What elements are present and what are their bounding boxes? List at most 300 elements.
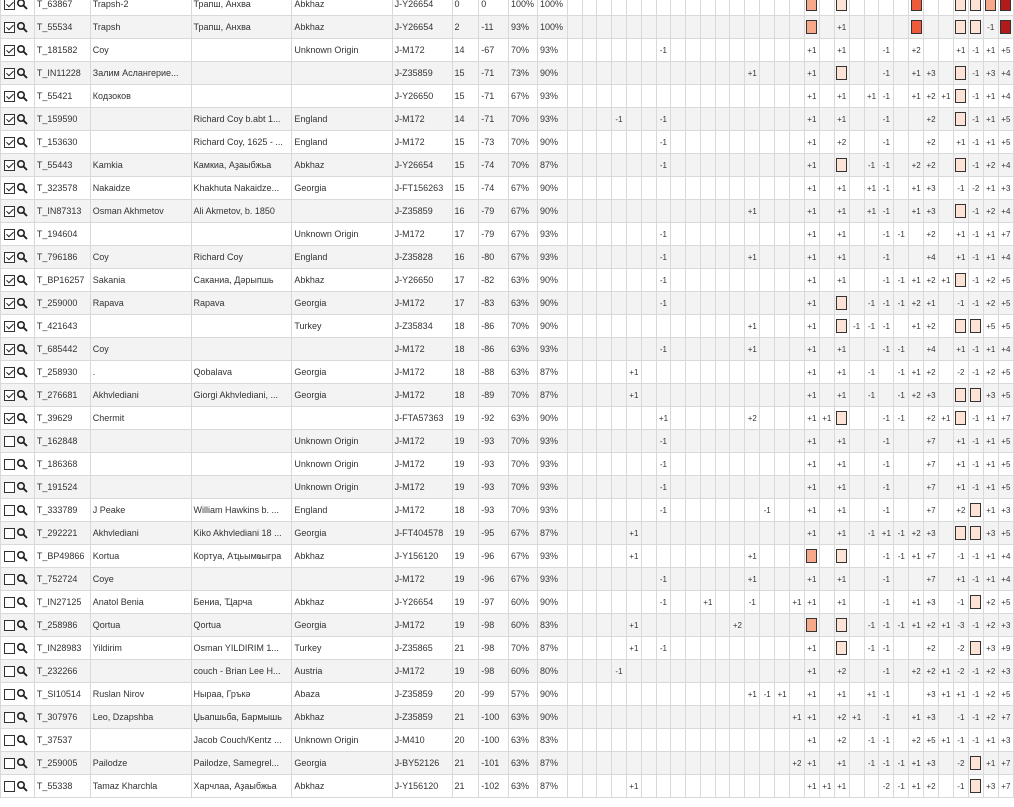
marker-cell	[597, 476, 612, 499]
marker-diff: +1	[807, 321, 817, 331]
ancestor: couch - Brian Lee H...	[191, 660, 292, 683]
marker-cell	[686, 591, 701, 614]
magnifier-icon[interactable]	[16, 205, 28, 217]
marker-cell	[656, 338, 671, 361]
marker-cell	[730, 131, 745, 154]
row-checkbox[interactable]	[4, 505, 15, 516]
marker-cell	[819, 430, 834, 453]
marker-cell	[700, 177, 715, 200]
magnifier-icon[interactable]	[16, 619, 28, 631]
marker-cell	[597, 637, 612, 660]
marker-cell	[924, 660, 939, 683]
magnifier-icon[interactable]	[16, 67, 28, 79]
marker-cell	[745, 591, 760, 614]
marker-cell	[789, 269, 804, 292]
magnifier-icon[interactable]	[16, 366, 28, 378]
marker-cell	[715, 108, 730, 131]
ancestor: Ныраа, Гръкә	[191, 683, 292, 706]
magnifier-icon[interactable]	[16, 527, 28, 539]
marker-cell	[582, 315, 597, 338]
marker-cell	[612, 614, 627, 637]
marker-swatch	[836, 66, 847, 80]
marker-diff: +2	[911, 160, 921, 170]
score: -96	[479, 568, 509, 591]
score: -71	[479, 85, 509, 108]
marker-cell	[894, 476, 909, 499]
marker-diff: +1	[807, 459, 817, 469]
table-row	[1, 407, 1014, 430]
row-checkbox[interactable]	[4, 298, 15, 309]
genetic-distance: 18	[452, 315, 479, 338]
match-percent-a: 67%	[509, 223, 538, 246]
kit-id: T_259005	[34, 752, 90, 775]
magnifier-icon[interactable]	[16, 550, 28, 562]
marker-cell	[775, 177, 790, 200]
marker-cell	[686, 775, 701, 798]
marker-diff: +1	[837, 45, 847, 55]
marker-diff: +1	[911, 68, 921, 78]
magnifier-icon[interactable]	[16, 136, 28, 148]
row-checkbox[interactable]	[4, 45, 15, 56]
marker-diff: +2	[911, 390, 921, 400]
marker-cell	[760, 108, 775, 131]
marker-cell	[582, 545, 597, 568]
marker-diff: +2	[926, 91, 936, 101]
marker-diff: +2	[747, 413, 757, 423]
marker-cell	[730, 177, 745, 200]
marker-cell	[939, 154, 954, 177]
row-checkbox[interactable]	[4, 252, 15, 263]
magnifier-icon[interactable]	[16, 90, 28, 102]
marker-cell	[715, 246, 730, 269]
marker-cell	[924, 108, 939, 131]
marker-cell	[745, 453, 760, 476]
magnifier-icon[interactable]	[16, 458, 28, 470]
marker-cell	[909, 62, 924, 85]
row-checkbox[interactable]	[4, 0, 15, 10]
marker-cell	[953, 499, 968, 522]
marker-diff: +4	[1001, 574, 1011, 584]
marker-cell	[983, 683, 998, 706]
row-checkbox[interactable]	[4, 735, 15, 746]
marker-diff: +1	[629, 551, 639, 561]
magnifier-icon[interactable]	[16, 665, 28, 677]
marker-cell	[834, 430, 849, 453]
marker-cell	[894, 85, 909, 108]
marker-cell	[819, 568, 834, 591]
marker-cell	[968, 361, 983, 384]
genetic-distance: 20	[452, 729, 479, 752]
marker-diff: +3	[986, 390, 996, 400]
marker-cell	[730, 453, 745, 476]
marker-cell	[582, 39, 597, 62]
magnifier-icon[interactable]	[16, 757, 28, 769]
marker-cell	[760, 62, 775, 85]
marker-cell	[804, 177, 819, 200]
ancestor: Richard Coy, 1625 - ...	[191, 131, 292, 154]
marker-cell	[582, 177, 597, 200]
magnifier-icon[interactable]	[16, 274, 28, 286]
marker-cell	[641, 177, 656, 200]
magnifier-icon[interactable]	[16, 596, 28, 608]
magnifier-icon[interactable]	[16, 734, 28, 746]
match-percent-a: 70%	[509, 637, 538, 660]
marker-cell	[953, 683, 968, 706]
marker-cell	[849, 292, 864, 315]
marker-cell	[760, 752, 775, 775]
marker-diff: -3	[957, 620, 965, 630]
marker-cell	[864, 660, 879, 683]
row-checkbox[interactable]	[4, 229, 15, 240]
score: -98	[479, 637, 509, 660]
marker-cell	[849, 154, 864, 177]
marker-cell	[745, 108, 760, 131]
marker-cell	[983, 108, 998, 131]
row-checkbox[interactable]	[4, 528, 15, 539]
genetic-distance: 19	[452, 407, 479, 430]
magnifier-icon[interactable]	[16, 113, 28, 125]
ancestor	[191, 39, 292, 62]
marker-swatch	[970, 503, 981, 517]
marker-cell	[641, 361, 656, 384]
score: -88	[479, 361, 509, 384]
row-checkbox[interactable]	[4, 597, 15, 608]
ancestor: Камкиа, Аҙаыбжьа	[191, 154, 292, 177]
marker-cell	[983, 85, 998, 108]
kit-id: T_55338	[34, 775, 90, 798]
marker-cell	[924, 568, 939, 591]
surname	[90, 729, 191, 752]
marker-cell	[612, 591, 627, 614]
marker-cell	[626, 177, 641, 200]
origin: Abkhaz	[292, 591, 392, 614]
marker-diff: +2	[911, 45, 921, 55]
genetic-distance: 18	[452, 499, 479, 522]
marker-cell	[671, 614, 686, 637]
marker-cell	[715, 499, 730, 522]
marker-diff: -1	[972, 252, 980, 262]
marker-cell	[775, 200, 790, 223]
marker-diff: +1	[911, 367, 921, 377]
marker-diff: -1	[867, 620, 876, 630]
marker-cell	[656, 752, 671, 775]
row-checkbox[interactable]	[4, 482, 15, 493]
kit-id: T_421643	[34, 315, 90, 338]
row-checkbox[interactable]	[4, 390, 15, 401]
genetic-distance: 21	[452, 637, 479, 660]
row-checkbox[interactable]	[4, 436, 15, 447]
marker-cell	[939, 568, 954, 591]
marker-cell	[849, 315, 864, 338]
row-checkbox[interactable]	[4, 666, 15, 677]
ancestor: Osman YILDIRIM 1...	[191, 637, 292, 660]
score: -67	[479, 39, 509, 62]
kit-id: T_796186	[34, 246, 90, 269]
match-percent-a: 63%	[509, 775, 538, 798]
match-percent-a: 63%	[509, 752, 538, 775]
score: -98	[479, 660, 509, 683]
row-checkbox[interactable]	[4, 712, 15, 723]
marker-cell	[567, 200, 582, 223]
row-checkbox[interactable]	[4, 620, 15, 631]
marker-cell	[567, 683, 582, 706]
marker-cell	[834, 568, 849, 591]
row-checkbox[interactable]	[4, 206, 15, 217]
marker-cell	[953, 729, 968, 752]
marker-diff: +1	[941, 666, 951, 676]
marker-cell	[671, 637, 686, 660]
marker-diff: +5	[1001, 137, 1011, 147]
marker-diff: -1	[659, 643, 668, 653]
marker-cell	[671, 660, 686, 683]
marker-cell	[745, 16, 760, 39]
marker-cell	[909, 660, 924, 683]
marker-diff: +9	[1001, 643, 1011, 653]
marker-cell	[983, 407, 998, 430]
marker-cell	[819, 407, 834, 430]
marker-cell	[641, 476, 656, 499]
row-checkbox[interactable]	[4, 781, 15, 792]
marker-diff: +2	[926, 137, 936, 147]
row-checkbox[interactable]	[4, 22, 15, 33]
marker-cell	[730, 706, 745, 729]
row-checkbox[interactable]	[4, 574, 15, 585]
row-checkbox[interactable]	[4, 68, 15, 79]
magnifier-icon[interactable]	[16, 21, 28, 33]
marker-cell	[671, 361, 686, 384]
marker-cell	[864, 775, 879, 798]
row-checkbox[interactable]	[4, 643, 15, 654]
marker-cell	[567, 476, 582, 499]
marker-cell	[582, 591, 597, 614]
magnifier-icon[interactable]	[16, 182, 28, 194]
genetic-distance: 15	[452, 85, 479, 108]
row-checkbox[interactable]	[4, 758, 15, 769]
marker-diff: +4	[926, 344, 936, 354]
marker-cell	[700, 223, 715, 246]
marker-diff: +7	[926, 482, 936, 492]
marker-cell	[879, 568, 894, 591]
row-checkbox[interactable]	[4, 137, 15, 148]
magnifier-icon[interactable]	[16, 251, 28, 263]
origin: Abkhaz	[292, 775, 392, 798]
marker-cell	[626, 752, 641, 775]
marker-diff: +2	[986, 275, 996, 285]
haplogroup: J-FTA57363	[392, 407, 452, 430]
row-checkbox[interactable]	[4, 459, 15, 470]
magnifier-icon[interactable]	[16, 44, 28, 56]
magnifier-icon[interactable]	[16, 711, 28, 723]
marker-cell	[998, 177, 1013, 200]
haplogroup: J-M172	[392, 499, 452, 522]
genetic-distance: 19	[452, 476, 479, 499]
marker-diff: -1	[659, 298, 668, 308]
magnifier-icon[interactable]	[16, 780, 28, 792]
magnifier-icon[interactable]	[16, 642, 28, 654]
ancestor	[191, 223, 292, 246]
genetic-distance: 14	[452, 108, 479, 131]
marker-diff: +5	[1001, 390, 1011, 400]
marker-cell	[864, 154, 879, 177]
magnifier-icon[interactable]	[16, 481, 28, 493]
magnifier-icon[interactable]	[16, 320, 28, 332]
marker-cell	[953, 315, 968, 338]
marker-cell	[939, 637, 954, 660]
surname: Yildirim	[90, 637, 191, 660]
marker-diff: -2	[972, 183, 980, 193]
kit-id: T_194604	[34, 223, 90, 246]
marker-cell	[775, 0, 790, 16]
marker-cell	[760, 522, 775, 545]
marker-cell	[909, 39, 924, 62]
marker-cell	[849, 683, 864, 706]
match-percent-b: 90%	[537, 315, 567, 338]
marker-cell	[612, 453, 627, 476]
marker-cell	[924, 62, 939, 85]
magnifier-icon[interactable]	[16, 0, 28, 10]
marker-cell	[789, 614, 804, 637]
row-checkbox[interactable]	[4, 321, 15, 332]
marker-cell	[671, 177, 686, 200]
row-checkbox[interactable]	[4, 275, 15, 286]
surname: Coy	[90, 246, 191, 269]
match-percent-b: 93%	[537, 85, 567, 108]
marker-cell	[626, 384, 641, 407]
magnifier-icon[interactable]	[16, 343, 28, 355]
score: -99	[479, 683, 509, 706]
marker-diff: +1	[956, 459, 966, 469]
marker-cell	[939, 476, 954, 499]
row-checkbox[interactable]	[4, 183, 15, 194]
row-actions	[1, 361, 35, 384]
ancestor: Џьапшьба, Бармышь	[191, 706, 292, 729]
marker-cell	[909, 775, 924, 798]
marker-cell	[730, 614, 745, 637]
marker-cell	[879, 292, 894, 315]
marker-cell	[612, 729, 627, 752]
marker-cell	[864, 131, 879, 154]
marker-cell	[909, 637, 924, 660]
marker-cell	[671, 246, 686, 269]
marker-diff: +5	[1001, 321, 1011, 331]
marker-diff: -1	[882, 45, 890, 55]
table-row	[1, 62, 1014, 85]
marker-diff: +1	[941, 91, 951, 101]
row-actions	[1, 522, 35, 545]
marker-cell	[775, 384, 790, 407]
row-checkbox[interactable]	[4, 413, 15, 424]
marker-diff: -1	[882, 91, 890, 101]
genetic-distance: 19	[452, 545, 479, 568]
marker-cell	[612, 108, 627, 131]
marker-cell	[849, 453, 864, 476]
marker-diff: -1	[972, 666, 980, 676]
marker-swatch	[955, 526, 966, 540]
marker-diff: -1	[987, 22, 995, 32]
magnifier-icon[interactable]	[16, 228, 28, 240]
marker-diff: +1	[747, 68, 757, 78]
marker-cell	[909, 0, 924, 16]
marker-cell	[686, 292, 701, 315]
marker-diff: +1	[956, 344, 966, 354]
marker-cell	[760, 591, 775, 614]
marker-cell	[626, 338, 641, 361]
marker-cell	[834, 637, 849, 660]
marker-cell	[775, 407, 790, 430]
ancestor	[191, 568, 292, 591]
haplogroup: J-M172	[392, 660, 452, 683]
marker-cell	[924, 315, 939, 338]
marker-cell	[939, 660, 954, 683]
marker-cell	[968, 591, 983, 614]
marker-cell	[700, 384, 715, 407]
marker-cell	[834, 752, 849, 775]
magnifier-icon[interactable]	[16, 159, 28, 171]
marker-cell	[789, 223, 804, 246]
marker-cell	[700, 775, 715, 798]
marker-diff: +1	[807, 781, 817, 791]
marker-cell	[968, 568, 983, 591]
marker-cell	[730, 775, 745, 798]
marker-cell	[834, 545, 849, 568]
surname: Leo, Dzapshba	[90, 706, 191, 729]
magnifier-icon[interactable]	[16, 688, 28, 700]
marker-cell	[745, 361, 760, 384]
marker-diff: -1	[897, 528, 905, 538]
marker-diff: +1	[807, 367, 817, 377]
row-checkbox[interactable]	[4, 689, 15, 700]
ancestor: Qortua	[191, 614, 292, 637]
marker-cell	[641, 0, 656, 16]
match-percent-a: 63%	[509, 407, 538, 430]
marker-cell	[582, 131, 597, 154]
row-checkbox[interactable]	[4, 91, 15, 102]
marker-cell	[567, 315, 582, 338]
ancestor	[191, 315, 292, 338]
marker-cell	[789, 729, 804, 752]
marker-diff: +1	[986, 735, 996, 745]
magnifier-icon[interactable]	[16, 297, 28, 309]
marker-cell	[775, 269, 790, 292]
marker-cell	[968, 39, 983, 62]
marker-cell	[939, 430, 954, 453]
genetic-distance: 19	[452, 591, 479, 614]
magnifier-icon[interactable]	[16, 389, 28, 401]
marker-cell	[909, 522, 924, 545]
marker-diff: +2	[986, 367, 996, 377]
match-percent-a: 70%	[509, 154, 538, 177]
magnifier-icon[interactable]	[16, 504, 28, 516]
row-checkbox[interactable]	[4, 344, 15, 355]
marker-cell	[686, 453, 701, 476]
origin: Abaza	[292, 683, 392, 706]
row-checkbox[interactable]	[4, 367, 15, 378]
marker-cell	[939, 108, 954, 131]
row-checkbox[interactable]	[4, 160, 15, 171]
magnifier-icon[interactable]	[16, 435, 28, 447]
marker-cell	[983, 16, 998, 39]
marker-diff: +1	[837, 229, 847, 239]
row-checkbox[interactable]	[4, 114, 15, 125]
marker-cell	[760, 453, 775, 476]
marker-cell	[834, 269, 849, 292]
row-checkbox[interactable]	[4, 551, 15, 562]
marker-cell	[968, 177, 983, 200]
magnifier-icon[interactable]	[16, 412, 28, 424]
marker-cell	[804, 223, 819, 246]
marker-cell	[730, 292, 745, 315]
magnifier-icon[interactable]	[16, 573, 28, 585]
